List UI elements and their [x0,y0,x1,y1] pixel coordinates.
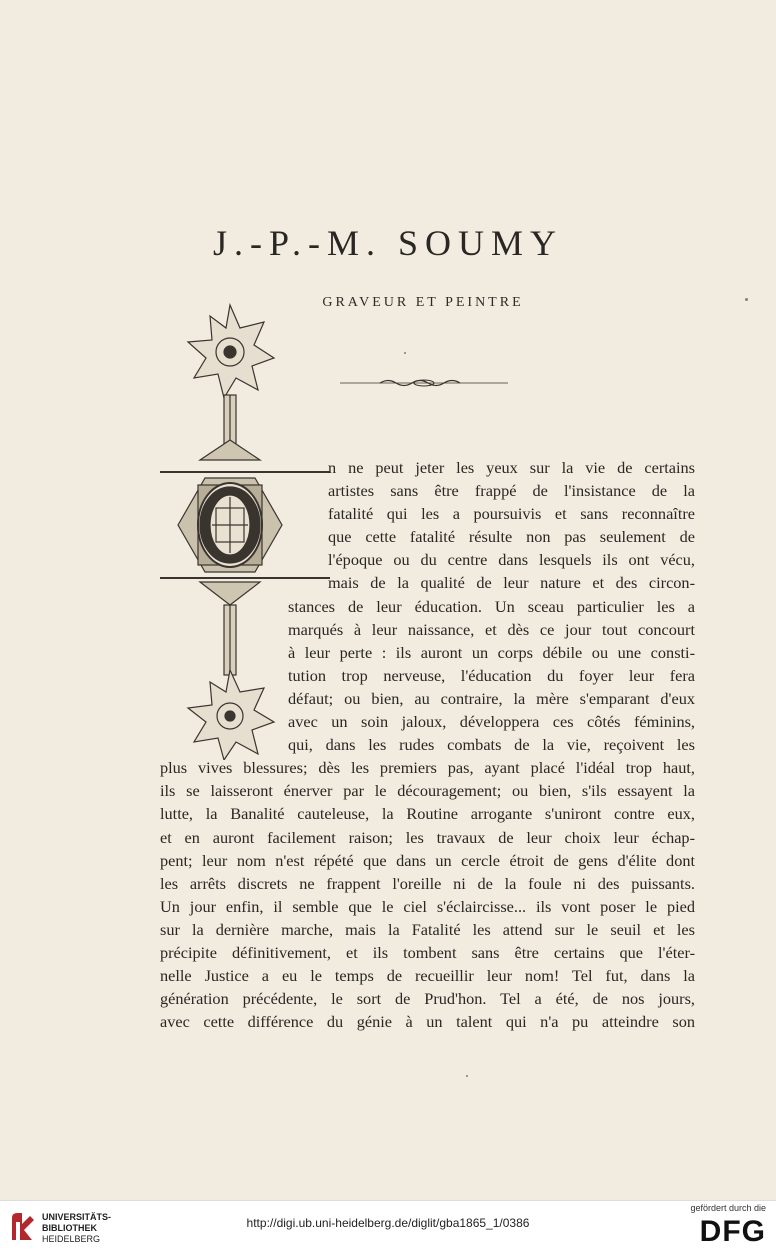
text-line: artistes sans être frappé de l'insistance de la [328,481,695,501]
text-line: marqués à leur naissance, et dès ce jour tout concourt [288,619,695,639]
text-line: sur la dernière marche, mais la Fatalité les attend sur le seuil et les [160,919,695,939]
paragraph-right-of-initial [328,456,695,595]
paper-speck [466,1075,468,1077]
dfg-logo[interactable]: DFG [699,1215,766,1248]
text-line: l'époque ou du centre dans lesquels ils ont vécu, [328,550,695,570]
text-line: Un jour enfin, il semble que le ciel s'éclaircisse... ils vont poser le pied [160,896,695,916]
text-line: que cette fatalité résulte non pas seulement de [328,527,695,547]
text-line: tution trop nerveuse, l'éducation du foyer leur fera [288,665,695,685]
funding-label: gefördert durch die [690,1203,766,1213]
paragraph-beside-ornament [288,595,695,757]
text-line: les arrêts discrets ne frappent l'oreille ni de la foule ni des puissants. [160,873,695,893]
library-name-line: HEIDELBERG [42,1234,101,1244]
paper-speck [404,352,406,354]
text-line: nelle Justice a eu le temps de recueillir leur nom! Tel fut, dans la [160,966,695,986]
article-title: J.-P.-M. SOUMY [212,223,564,263]
text-line: n ne peut jeter les yeux sur la vie de certains [328,458,695,477]
text-line: plus vives blessures; dès les premiers pas, ayant placé l'idéal trop haut, [160,758,695,778]
text-line: ils se laisseront énerver par le découragement; ou bien, s'ils essayent la [160,781,695,801]
text-line: avec un soin jaloux, développera ces côtés féminins, [288,712,695,732]
text-line: à leur perte : ils auront un corps débile ou une consti- [288,642,695,662]
text-line: lutte, la Banalité cauteleuse, la Routine arrogante s'uniront contre eux, [160,804,695,824]
text-line: et en auront facilement raison; les travaux de leur choix leur échap- [160,827,695,847]
text-line: mais de la qualité de leur nature et des circon- [328,573,695,593]
library-name-line: UNIVERSITÄTS- [42,1212,112,1222]
text-line: génération précédente, le sort de Prud'hon. Tel a été, de nos jours, [160,989,695,1009]
text-line: avec cette différence du génie à un talent qui n'a pu atteindre son [160,1012,695,1032]
permalink-url[interactable]: http://digi.ub.uni-heidelberg.de/diglit/gba1865_1/0386 [246,1216,530,1230]
text-line: pent; leur nom n'est répété que dans un cercle étroit de gens d'élite dont [160,850,695,870]
article-subtitle: GRAVEUR ET PEINTRE [322,295,524,310]
text-line: fatalité qui les a poursuivis et sans reconnaître [328,504,695,524]
decorative-rule [340,375,508,391]
text-line: défaut; ou bien, au contraire, la mère s'emparant d'eux [288,688,695,708]
paper-speck [745,298,748,301]
text-line: stances de leur éducation. Un sceau particulier les a [288,596,695,616]
text-line: précipite définitivement, et ils tombent sans être certains que l'éter- [160,943,695,963]
library-name-line: BIBLIOTHEK [42,1223,97,1233]
paragraph-full-width [160,756,695,1033]
text-line: qui, dans les rudes combats de la vie, reçoivent les [288,735,695,755]
